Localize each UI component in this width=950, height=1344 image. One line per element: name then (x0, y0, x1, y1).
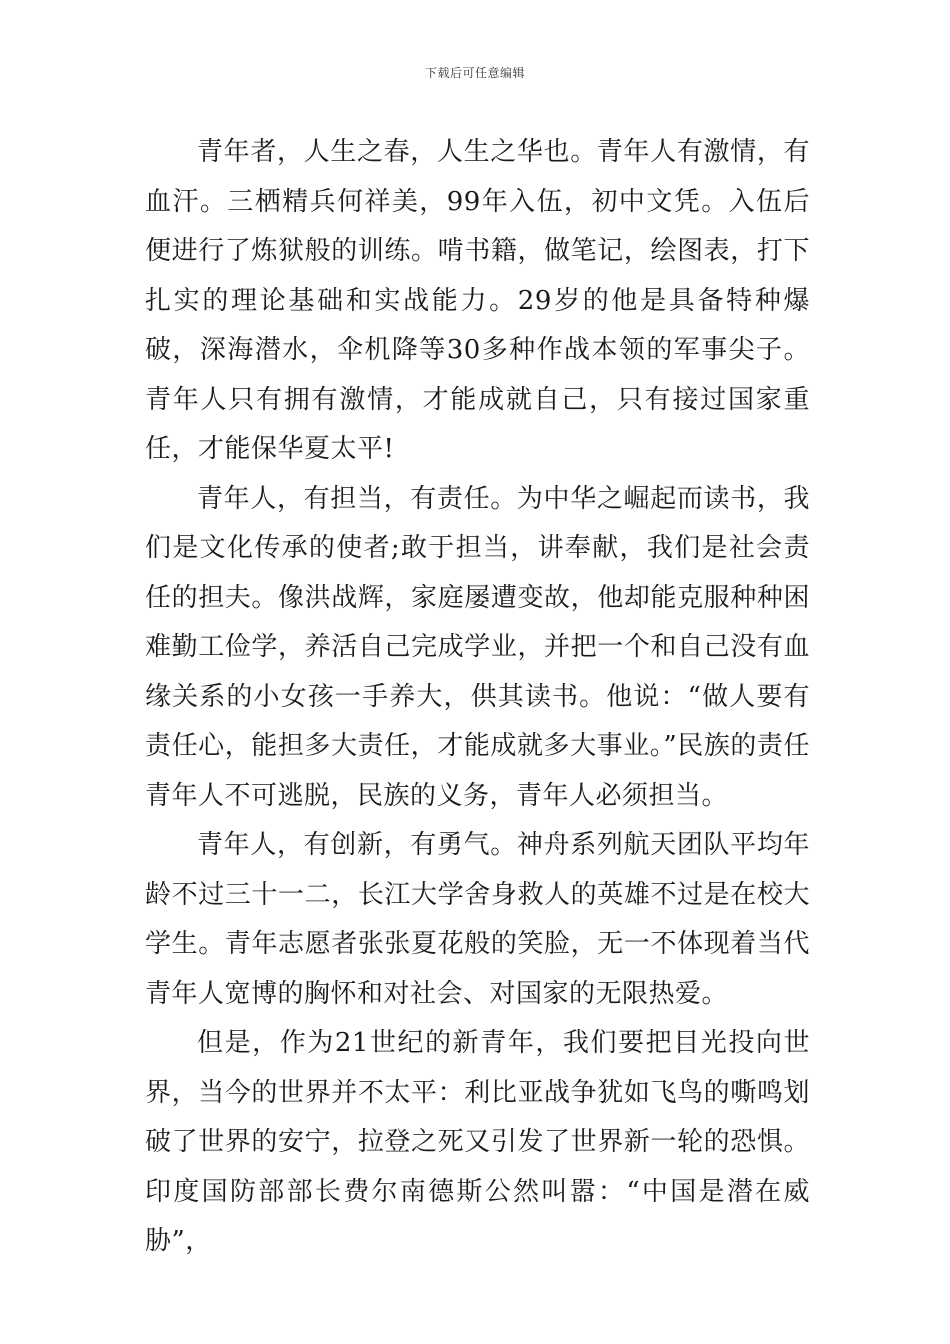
paragraph-3: 青年人，有创新，有勇气。神舟系列航天团队平均年龄不过三十一二，长江大学舍身救人的英雄不过是在校大学生。青年志愿者张张夏花般的笑脸，无一不体现着当代青年人宽博的胸怀和对社会、对国家的无限热爱。 (145, 830, 810, 1009)
paragraph-4: 但是，作为21世纪的新青年，我们要把目光投向世界，当今的世界并不太平：利比亚战争犹如飞鸟的嘶鸣划破了世界的安宁，拉登之死又引发了世界新一轮的恐惧。印度国防部部长费尔南德斯公然叫嚣：“中国是潜在威胁”， (145, 1028, 810, 1256)
header-note: 下载后可任意编辑 (424, 66, 525, 80)
body-text (145, 128, 810, 1267)
paragraph-2: 青年人，有担当，有责任。为中华之崛起而读书，我们是文化传承的使者;敢于担当，讲奉献，我们是社会责任的担夫。像洪战辉，家庭屡遭变故，他却能克服种种困难勤工俭学，养活自己完成学业，并把一个和自己没有血缘关系的小女孩一手养大，供其读书。他说：“做人要有责任心，能担多大责任，才能成就多大事业。”民族的责任青年人不可逃脱，民族的义务，青年人必须担当。 (145, 483, 810, 811)
paragraph-1: 青年者，人生之春，人生之华也。青年人有激情，有血汗。三栖精兵何祥美，99年入伍，初中文凭。入伍后便进行了炼狱般的训练。啃书籍，做笔记，绘图表，打下扎实的理论基础和实战能力。29岁的他是具备特种爆破，深海潜水，伞机降等30多种作战本领的军事尖子。青年人只有拥有激情，才能成就自己，只有接过国家重任，才能保华夏太平! (145, 137, 810, 464)
